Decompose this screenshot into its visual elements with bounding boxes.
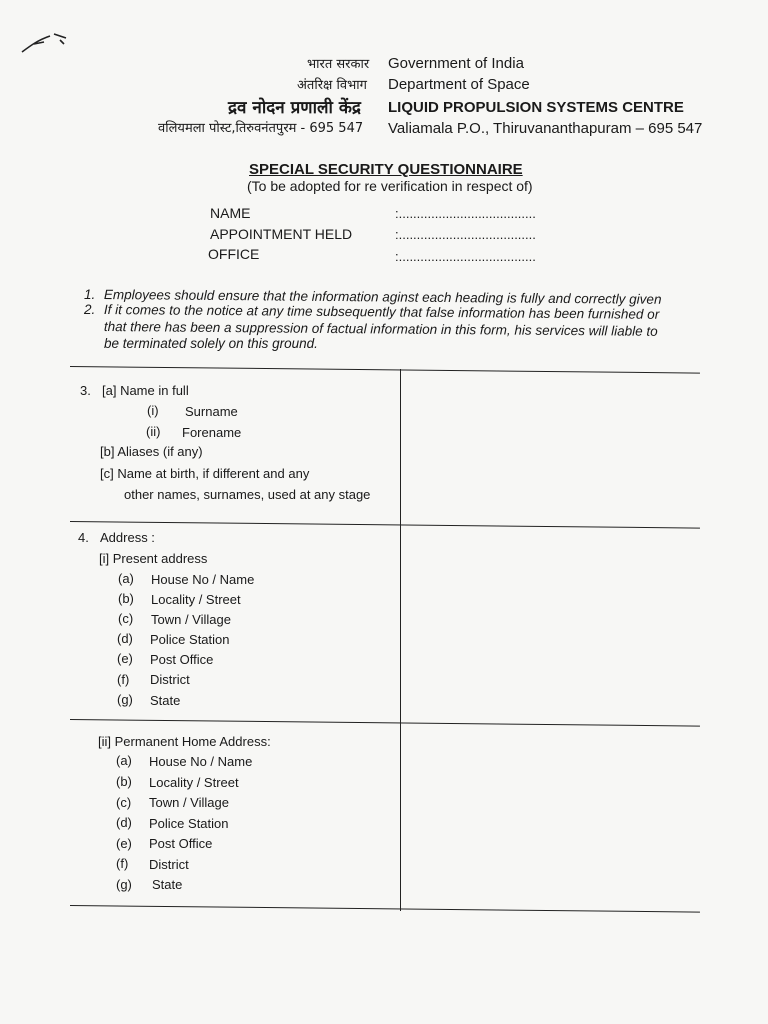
present-town: Town / Village (151, 612, 231, 627)
table-bottom-rule (70, 905, 700, 913)
signature-scribble (20, 30, 70, 60)
section4-address-title: Address : (100, 530, 155, 545)
instruction-2-cont: that there has been a suppression of factual information in this form, his services will liable to (103, 319, 658, 339)
permanent-district: District (149, 857, 189, 872)
section4-present-address: [i] Present address (99, 551, 208, 566)
present-item-letter: (a) (118, 571, 134, 586)
present-police-station: Police Station (150, 632, 230, 647)
present-state: State (150, 693, 181, 708)
permanent-state: State (152, 877, 183, 892)
field-office-label: OFFICE (208, 246, 260, 262)
permanent-locality: Locality / Street (149, 775, 239, 790)
section3-name-at-birth: [c] Name at birth, if different and any (100, 466, 310, 481)
permanent-item-letter: (g) (116, 877, 132, 892)
instruction-2-end: be terminated solely on this ground. (104, 336, 318, 351)
section3-number: 3. (80, 383, 91, 398)
header-hindi-govt: भारत सरकार (307, 57, 370, 72)
present-district: District (150, 672, 190, 687)
permanent-item-letter: (d) (116, 815, 132, 830)
header-hindi-centre: द्रव नोदन प्रणाली केंद्र (228, 98, 361, 118)
permanent-item-letter: (f) (116, 856, 129, 871)
header-hindi-dept: अंतरिक्ष विभाग (297, 78, 367, 93)
section3-name-in-full: [a] Name in full (102, 383, 189, 398)
field-office-value[interactable]: :...................................... (395, 249, 536, 264)
table-top-rule (70, 366, 700, 374)
field-name-value[interactable]: :...................................... (395, 206, 536, 221)
section3-other-names: other names, surnames, used at any stage (124, 487, 371, 502)
present-item-letter: (g) (117, 692, 133, 707)
header-hindi-address: वलियमला पोस्ट,तिरुवनंतपुरम - 695 547 (158, 121, 364, 136)
table-column-divider (400, 369, 401, 911)
present-locality: Locality / Street (151, 592, 241, 607)
permanent-item-letter: (e) (116, 836, 132, 851)
section3-ii-number: (ii) (146, 424, 161, 439)
instruction-1: Employees should ensure that the information aginst each heading is fully and correctly given (103, 287, 662, 307)
table-rule-section4 (70, 521, 700, 529)
present-item-letter: (e) (117, 651, 133, 666)
present-item-letter: (d) (117, 631, 133, 646)
section3-i-number: (i) (147, 403, 159, 418)
permanent-house-no: House No / Name (149, 754, 253, 769)
instruction-1-number: 1. (84, 287, 96, 302)
permanent-police-station: Police Station (149, 816, 229, 831)
present-house-no: House No / Name (151, 572, 255, 587)
field-name-label: NAME (210, 205, 251, 221)
section4-permanent-address: [ii] Permanent Home Address: (98, 734, 271, 749)
present-post-office: Post Office (150, 652, 214, 667)
field-appointment-value[interactable]: :...................................... (395, 227, 536, 242)
present-item-letter: (f) (117, 672, 130, 687)
header-address: Valiamala P.O., Thiruvananthapuram – 695 547 (388, 120, 703, 137)
permanent-item-letter: (b) (116, 774, 132, 789)
section3-aliases: [b] Aliases (if any) (100, 444, 203, 459)
permanent-item-letter: (c) (116, 795, 132, 810)
header-dept-space: Department of Space (388, 76, 530, 93)
present-item-letter: (b) (118, 591, 134, 606)
permanent-town: Town / Village (149, 795, 229, 810)
section3-surname: Surname (185, 404, 238, 419)
section4-number: 4. (78, 530, 89, 545)
field-appointment-label: APPOINTMENT HELD (210, 226, 353, 242)
instruction-2-number: 2. (84, 302, 96, 317)
form-title: SPECIAL SECURITY QUESTIONNAIRE (249, 161, 523, 178)
present-item-letter: (c) (118, 611, 134, 626)
form-subtitle: (To be adopted for re verification in respect of) (247, 178, 533, 194)
section3-forename: Forename (182, 425, 242, 440)
header-lpsc: LIQUID PROPULSION SYSTEMS CENTRE (388, 99, 684, 116)
table-rule-permanent (70, 719, 700, 727)
instruction-2: If it comes to the notice at any time subsequently that false information has been furnished or (103, 302, 660, 322)
permanent-post-office: Post Office (149, 836, 213, 851)
permanent-item-letter: (a) (116, 753, 132, 768)
header-govt-india: Government of India (388, 55, 524, 72)
